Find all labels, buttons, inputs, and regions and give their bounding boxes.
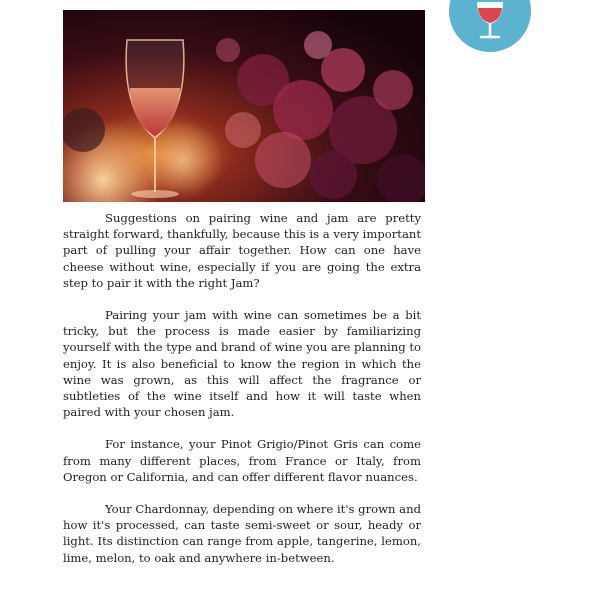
badge-circle — [449, 0, 531, 52]
paragraph: Your Chardonnay, depending on where it's grown and how it's processed, can taste semi-sweet or sour, heady or light. Its distinction can range from apple, tangerine, lemon, lime, melon, to oak and anywhere in-between. — [63, 502, 421, 565]
wine-glass-icon — [449, 0, 531, 52]
paragraph: For instance, your Pinot Grigio/Pinot Gris can come from many different places, from France or Italy, from Oregon or California, and can offer different flavor nuances. — [63, 437, 421, 484]
paragraph: Suggestions on pairing wine and jam are pretty straight forward, thankfully, because this is a very important part of pulling your affair together. How can one have cheese without wine, especially if you are going the extra step to pair it with the right Jam? — [63, 211, 421, 290]
paragraph: Pairing your jam with wine can sometimes be a bit tricky, but the process is made easier by familiarizing yourself with the type and brand of wine you are planning to enjoy. It is also beneficial to know the region in which the wine was grown, as this will affect the fragrance or subtleties of the wine itself and how it will taste when paired with your chosen jam. — [63, 308, 421, 420]
article-body — [63, 210, 421, 582]
wine-glass-photo — [63, 10, 425, 202]
